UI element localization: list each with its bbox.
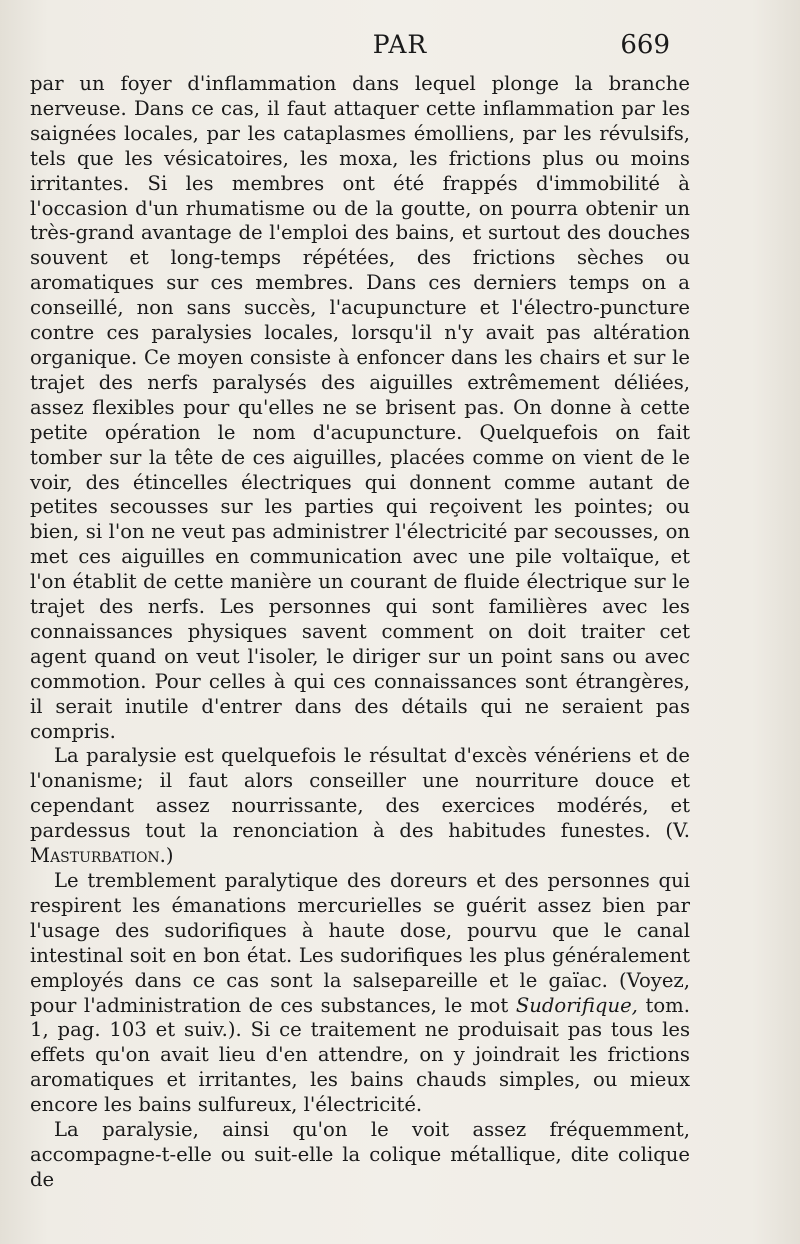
text-run: La paralysie est quelquefois le résultat d'excès vénériens et de l'onanisme; il faut alors conseiller une nourriture douce et cependant assez nourrissante, des exercices modérés, et pardessus tout la renonciation à des habitudes funestes. (V. [30, 744, 690, 843]
cross-reference: Masturbation [30, 844, 160, 868]
body-text [30, 72, 690, 1193]
page-header [0, 30, 800, 66]
paragraph [30, 72, 690, 744]
paragraph [30, 1118, 690, 1193]
text-run: .) [159, 844, 174, 868]
text-run: Le tremblement paralytique des doreurs et des personnes qui respirent les émanations mercurielles se guérit assez bien par l'usage des sudorifiques à haute dose, pourvu que le canal intestinal soit en bon état. Les sudorifiques les plus généralement employés dans ce cas sont la salsepareille et le gaïac. (Voyez, pour l'administration de ces substances, le mot [30, 869, 690, 1017]
text-run: tom. 1, pag. 103 et suiv.). Si ce traitement ne produisait pas tous les effets qu'on avait lieu d'en attendre, on y joindrait les frictions aromatiques et irritantes, les bains chauds simples, ou mieux encore les bains sulfureux, l'électricité. [30, 993, 690, 1117]
running-head: PAR [372, 30, 428, 59]
page-number: 669 [620, 30, 670, 60]
text-run: La paralysie, ainsi qu'on le voit assez fréquemment, accompagne-t-elle ou suit-elle la colique métallique, dite colique de [30, 1118, 690, 1191]
text-run: par un foyer d'inflammation dans lequel plonge la branche nerveuse. Dans ce cas, il faut attaquer cette inflammation par les saignées locales, par les cataplasmes émolliens, par les révulsifs, tels que les vésicatoires, les moxa, les frictions plus ou moins irritantes. Si les membres ont été frappés d'immobilité à l'occasion d'un rhumatisme ou de la goutte, on pourra obtenir un très-grand avantage de l'emploi des bains, et surtout des douches souvent et long-temps répétées, des frictions sèches ou aromatiques sur ces membres. Dans ces derniers temps on a conseillé, non sans succès, l'acupuncture et l'électro-puncture contre ces paralysies locales, lorsqu'il n'y avait pas altération organique. Ce moyen consiste à enfoncer dans les chairs et sur le trajet des nerfs paralysés des aiguilles extrêmement déliées, assez flexibles pour qu'elles ne se brisent pas. On donne à cette petite opération le nom d'acupuncture. Quelquefois on fait tomber sur la tête de ces aiguilles, placées comme on vient de le voir, des étincelles électriques qui donnent comme autant de petites secousses sur les parties qui reçoivent les pointes; ou bien, si l'on ne veut pas administrer l'électricité par secousses, on met ces aiguilles en communication avec une pile voltaïque, et l'on établit de cette manière un courant de fluide électrique sur le trajet des nerfs. Les personnes qui sont familières avec les connaissances physiques savent comment on doit traiter cet agent quand on veut l'isoler, le diriger sur un point sans ou avec commotion. Pour celles à qui ces connaissances sont étrangères, il serait inutile d'entrer dans des détails qui ne seraient pas compris. [30, 72, 690, 743]
cross-reference: Sudorifique, [515, 993, 638, 1017]
paragraph [30, 869, 690, 1118]
paragraph [30, 744, 690, 869]
